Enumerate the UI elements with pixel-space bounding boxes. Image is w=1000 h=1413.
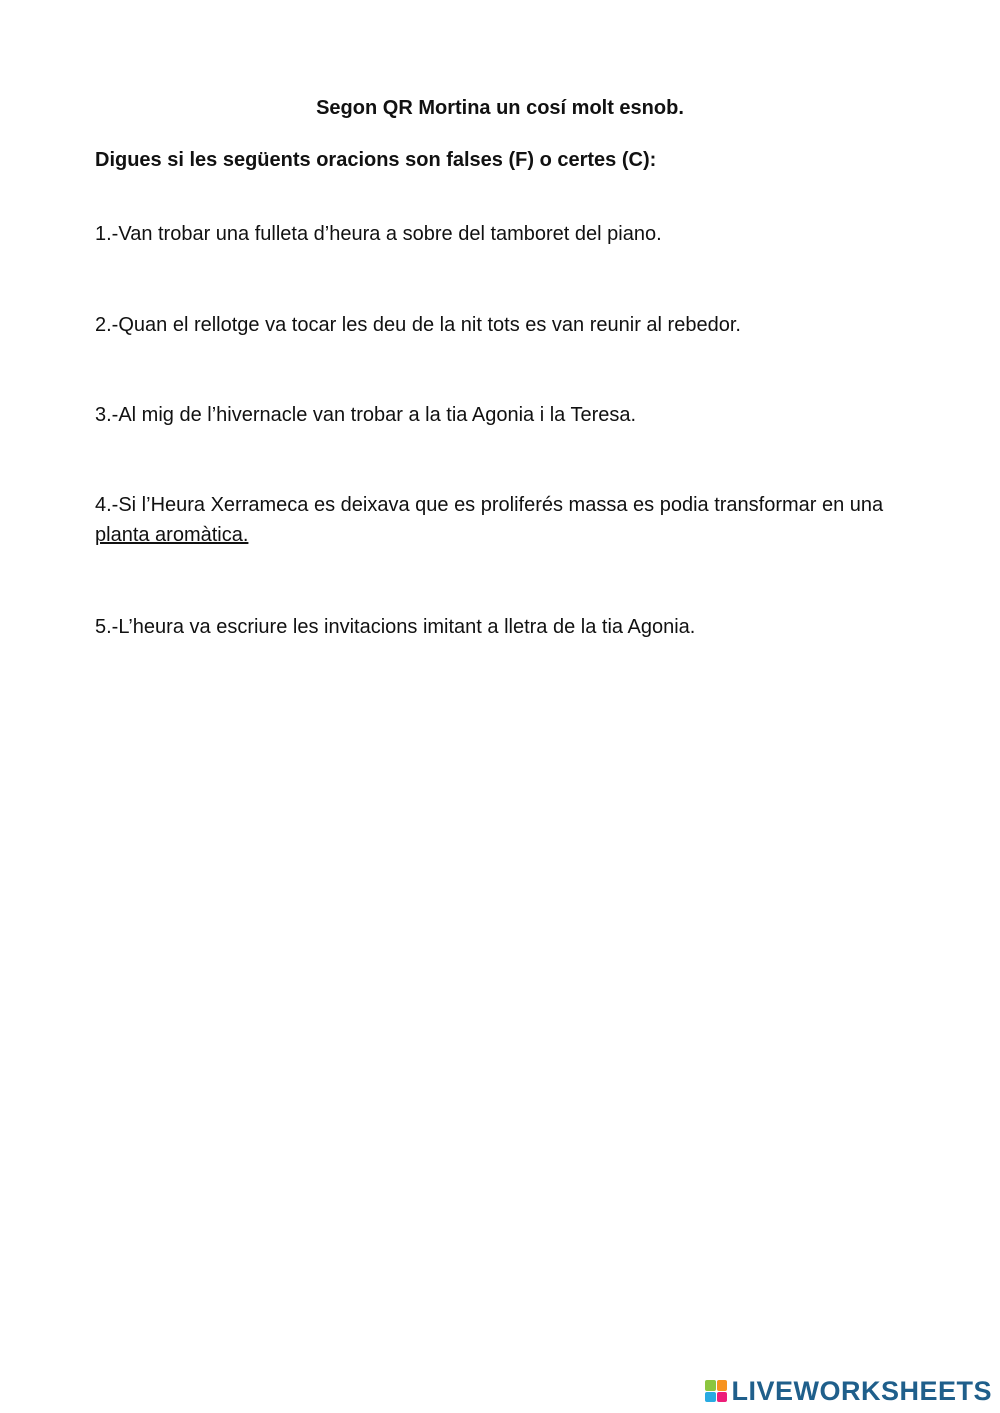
logo-tile-1 <box>705 1380 716 1391</box>
question-1: 1.-Van trobar una fulleta d’heura a sobre del tamboret del piano. <box>95 223 662 245</box>
question-4-underlined-phrase: planta aromàtica. <box>95 524 249 546</box>
page-title: Segon QR Mortina un cosí molt esnob. <box>316 97 684 119</box>
question-2: 2.-Quan el rellotge va tocar les deu de la nit tots es van reunir al rebedor. <box>95 314 741 336</box>
brand-name: LIVEWORKSHEETS <box>731 1376 992 1406</box>
liveworksheets-brand <box>705 1377 992 1405</box>
question-5: 5.-L’heura va escriure les invitacions imitant a lletra de la tia Agonia. <box>95 616 696 638</box>
liveworksheets-logo-icon <box>705 1380 727 1402</box>
question-4 <box>95 490 895 550</box>
question-3: 3.-Al mig de l’hivernacle van trobar a la tia Agonia i la Teresa. <box>95 404 637 426</box>
logo-tile-3 <box>705 1392 716 1403</box>
logo-tile-2 <box>717 1380 728 1391</box>
instructions: Digues si les següents oracions son falses (F) o certes (C): <box>95 149 657 171</box>
question-4-text: 4.-Si l’Heura Xerrameca es deixava que es proliferés massa es podia transformar en una <box>95 494 884 516</box>
logo-tile-4 <box>717 1392 728 1403</box>
